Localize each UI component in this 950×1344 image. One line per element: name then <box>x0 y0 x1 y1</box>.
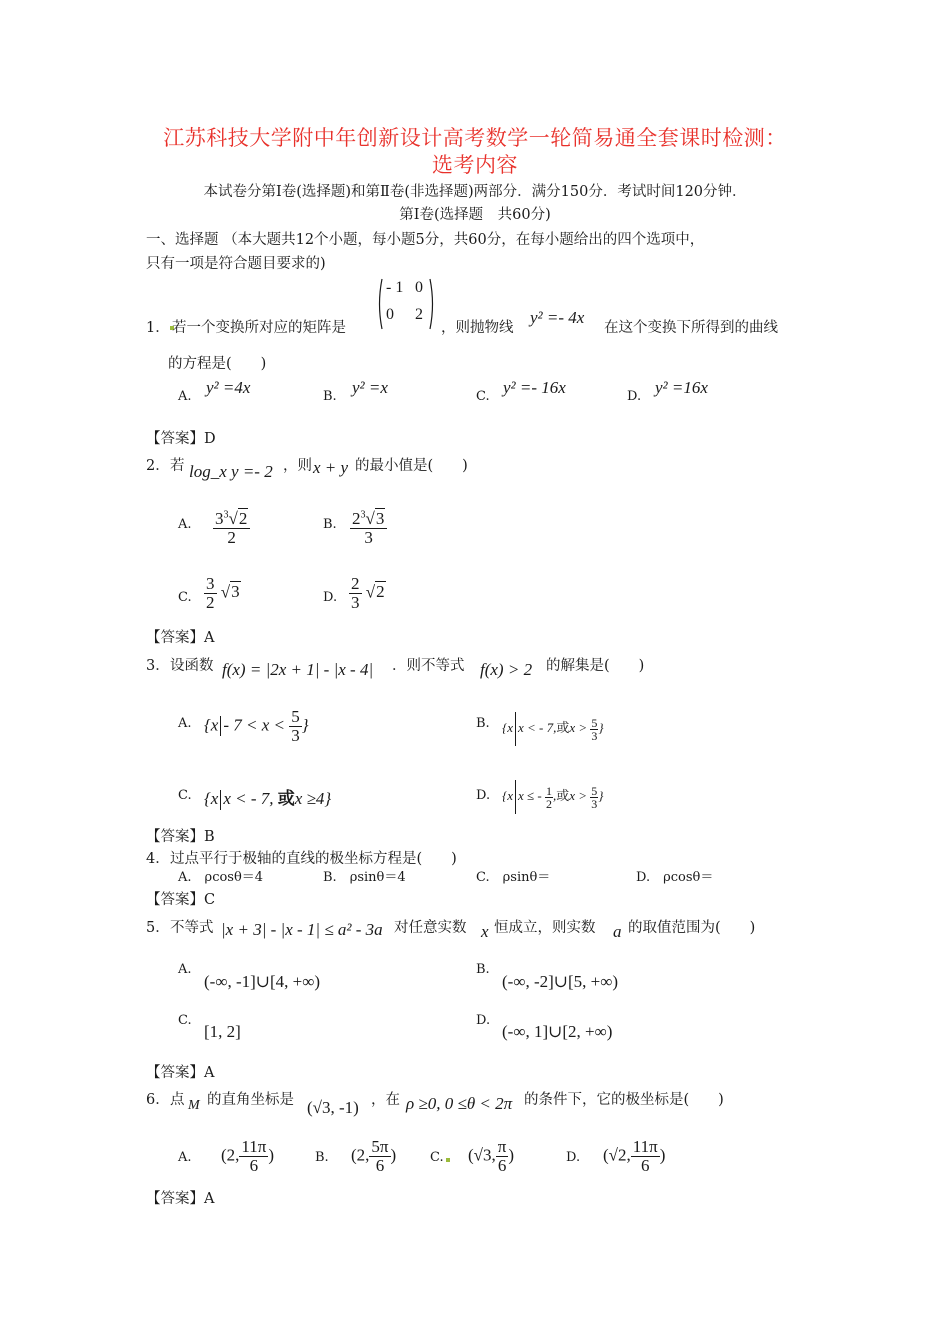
answer-value: A <box>204 1191 215 1207</box>
angle-numerator: 11π <box>241 1137 267 1156</box>
q1-number: 1． <box>146 320 170 336</box>
root-index: 3 <box>360 509 366 521</box>
q5-stem-pre: 不等式 <box>170 920 214 936</box>
angle-denominator: 6 <box>375 1155 385 1175</box>
q3-option-b: {x x < - 7,或x > $\frac{5}{3}$ } <box>502 712 604 746</box>
document-title-line2: 选考内容 <box>432 153 518 177</box>
q5-option-a: (-∞, -1]∪[4, +∞) <box>204 972 321 991</box>
denominator: 2 <box>227 527 236 547</box>
answer-value: B <box>204 829 215 845</box>
q4-option-c: C. ρsinθ＝ <box>476 870 551 885</box>
q2-stem-mid: ，则 <box>283 458 312 474</box>
q2-option-a: $\frac{3^3√2}{2}$ <box>213 510 250 547</box>
radicand: 3 <box>375 509 385 528</box>
q2-number: 2． <box>146 458 170 474</box>
section-instructions-line1: 一、选择题 （本大题共12个小题，每小题5分，共60分，在每小题给出的四个选项中， <box>146 232 705 248</box>
q1-stem-mid: ，则抛物线 <box>441 320 514 336</box>
q3-option-a: {x - 7 < x < $\frac{5}{3}$ } <box>204 707 309 745</box>
angle-numerator: π <box>497 1137 507 1156</box>
q3-option-d: {x x ≤ - $\frac{1}{2}$ ,或x > $\frac{5}{3}$ } <box>502 780 603 814</box>
document-title-line1: 江苏科技大学附中年创新设计高考数学一轮简易通全套课时检测： <box>163 126 787 150</box>
q6-stem-post: 的条件下，它的极坐标是( ) <box>524 1092 724 1108</box>
q3-option-c: {x x < - 7, 或x ≥4} <box>204 784 331 810</box>
q3-function: f(x) = |2x + 1| - |x - 4| <box>222 660 374 679</box>
q5-option-c: [1, 2] <box>204 1022 241 1041</box>
angle-denominator: 6 <box>249 1155 259 1175</box>
q4-option-a: A. ρcosθ＝4 <box>178 870 264 885</box>
q4-answer <box>146 888 215 909</box>
matrix-a21: 0 <box>386 306 394 323</box>
part-heading: 第Ⅰ卷(选择题 共60分) <box>399 207 551 223</box>
q4-stem: 过点平行于极轴的直线的极坐标方程是( ) <box>170 851 457 867</box>
root-index: 3 <box>223 509 229 521</box>
q6-condition: ρ ≥0, 0 ≤θ < 2π <box>406 1094 513 1113</box>
q6-answer <box>146 1187 214 1208</box>
q2-stem-post: 的最小值是( ) <box>355 458 468 474</box>
q5-option-b: (-∞, -2]∪[5, +∞) <box>502 972 619 991</box>
numerator: 2 <box>351 574 360 593</box>
q5-stem-mid1: 对任意实数 <box>394 920 467 936</box>
exam-intro: 本试卷分第Ⅰ卷(选择题)和第Ⅱ卷(非选择题)两部分．满分150分．考试时间120分钟． <box>203 184 747 200</box>
matrix-a12: 0 <box>415 279 423 296</box>
q5-option-d-label: D. <box>476 1013 491 1028</box>
answer-value: A <box>204 630 215 646</box>
q5-answer <box>146 1061 214 1082</box>
q6-option-d: (√2, $\frac{11\pi}{6}$ ) <box>603 1137 666 1175</box>
q3-stem-mid: ．则不等式 <box>392 658 465 674</box>
answer-value: C <box>204 892 216 908</box>
q4-number: 4． <box>146 851 170 867</box>
q5-option-c-label: C. <box>178 1013 192 1028</box>
q5-inequality: |x + 3| - |x - 1| ≤ a² - 3a <box>221 920 383 939</box>
q5-var-x: x <box>481 922 489 941</box>
q2-stem-pre: 若 <box>170 458 185 474</box>
q1-option-d-label: D. <box>627 389 642 404</box>
q4-option-b: B. ρsinθ＝4 <box>323 870 406 885</box>
q1-option-a-label: A. <box>178 389 192 404</box>
q1-option-a: y² =4x <box>206 378 251 397</box>
answer-prefix: 【答案】 <box>146 630 204 646</box>
q6-option-c: (√3, $\frac{\pi}{6}$ ) <box>468 1137 515 1175</box>
q3-answer <box>146 825 215 846</box>
q5-option-d: (-∞, 1]∪[2, +∞) <box>502 1022 613 1041</box>
answer-prefix: 【答案】 <box>146 829 204 845</box>
q5-stem-post: 的取值范围为( ) <box>628 920 756 936</box>
q3-number: 3． <box>146 658 170 674</box>
coefficient: 2 <box>352 509 361 528</box>
q5-stem-mid2: 恒成立，则实数 <box>494 920 596 936</box>
q5-option-a-label: A. <box>178 962 192 977</box>
q4-option-d: D. ρcosθ＝ <box>636 870 714 885</box>
q6-option-b-label: B. <box>315 1150 329 1165</box>
matrix-brackets <box>375 277 437 331</box>
q3-option-c-label: C. <box>178 788 192 803</box>
numerator: 3 <box>206 574 215 593</box>
q2-option-d: $\frac{2}{3}$ √2 <box>351 574 385 612</box>
q3-stem-pre: 设函数 <box>170 658 214 674</box>
q1-option-d: y² =16x <box>655 378 708 397</box>
answer-prefix: 【答案】 <box>146 431 204 447</box>
q1-answer <box>146 427 216 448</box>
q2-option-d-label: D. <box>323 590 338 605</box>
q6-point: M <box>188 1098 200 1113</box>
q3-option-a-label: A. <box>178 716 192 731</box>
q1-option-c: y² =- 16x <box>503 378 566 397</box>
radicand: 2 <box>238 509 248 528</box>
q5-option-b-label: B. <box>476 962 490 977</box>
q5-var-a: a <box>613 922 622 941</box>
q3-option-d-label: D. <box>476 788 491 803</box>
stray-mark <box>446 1158 450 1162</box>
answer-prefix: 【答案】 <box>146 892 204 908</box>
answer-value: D <box>204 431 216 447</box>
q3-stem-post: 的解集是( ) <box>546 658 645 674</box>
q2-option-b-label: B. <box>323 517 337 532</box>
answer-prefix: 【答案】 <box>146 1065 204 1081</box>
q6-option-b: (2, $\frac{5\pi}{6}$ ) <box>351 1137 397 1175</box>
section-instructions-line2: 只有一项是符合题目要求的) <box>146 256 326 272</box>
radius: 2 <box>226 1145 236 1165</box>
radius: 2 <box>356 1145 366 1165</box>
q2-answer <box>146 626 214 647</box>
answer-prefix: 【答案】 <box>146 1191 204 1207</box>
q1-matrix <box>375 277 437 331</box>
q1-stem-post: 在这个变换下所得到的曲线 <box>604 320 778 336</box>
radicand: 3 <box>231 582 240 602</box>
matrix-a11: - 1 <box>386 279 404 296</box>
q1-option-c-label: C. <box>476 389 490 404</box>
q2-option-c-label: C. <box>178 590 192 605</box>
q2-option-c: $\frac{3}{2}$ √3 <box>206 574 240 612</box>
q5-number: 5． <box>146 920 170 936</box>
answer-value: A <box>204 1065 215 1081</box>
q6-stem-mid1: 的直角坐标是 <box>207 1092 294 1108</box>
radius: √2 <box>608 1145 627 1165</box>
q6-option-c-label: C. <box>430 1150 444 1165</box>
angle-denominator: 6 <box>640 1155 650 1175</box>
q1-option-b: y² =x <box>352 378 388 397</box>
q2-expression: x + y <box>313 458 349 477</box>
angle-denominator: 6 <box>497 1155 507 1175</box>
angle-numerator: 5π <box>371 1137 389 1156</box>
q6-option-a: (2, $\frac{11\pi}{6}$ ) <box>221 1137 275 1175</box>
q6-stem-pre: 点 <box>170 1092 185 1108</box>
q6-number: 6． <box>146 1092 170 1108</box>
angle-numerator: 11π <box>632 1137 658 1156</box>
radius: √3 <box>473 1145 492 1165</box>
radicand: 2 <box>376 582 385 602</box>
q1-curve: y² =- 4x <box>530 308 585 327</box>
q3-option-b-label: B. <box>476 716 490 731</box>
q1-stem-pre: 若一个变换所对应的矩阵是 <box>172 320 346 336</box>
coefficient: 3 <box>215 509 224 528</box>
q6-option-d-label: D. <box>566 1150 581 1165</box>
denominator: 3 <box>351 592 360 612</box>
q2-condition: log_x y =- 2 <box>189 462 273 481</box>
matrix-a22: 2 <box>415 306 423 323</box>
q3-inequality: f(x) > 2 <box>480 660 533 679</box>
q2-option-a-label: A. <box>178 517 192 532</box>
q1-stem-line2: 的方程是( ) <box>168 356 267 372</box>
q6-coordinate: (√3, -1) <box>307 1098 359 1117</box>
q1-option-b-label: B. <box>323 389 337 404</box>
denominator: 3 <box>364 527 373 547</box>
q2-option-b: $\frac{2^3√3}{3}$ <box>350 510 387 547</box>
denominator: 2 <box>206 592 215 612</box>
q6-option-a-label: A. <box>178 1150 192 1165</box>
q6-stem-mid2: ，在 <box>371 1092 400 1108</box>
